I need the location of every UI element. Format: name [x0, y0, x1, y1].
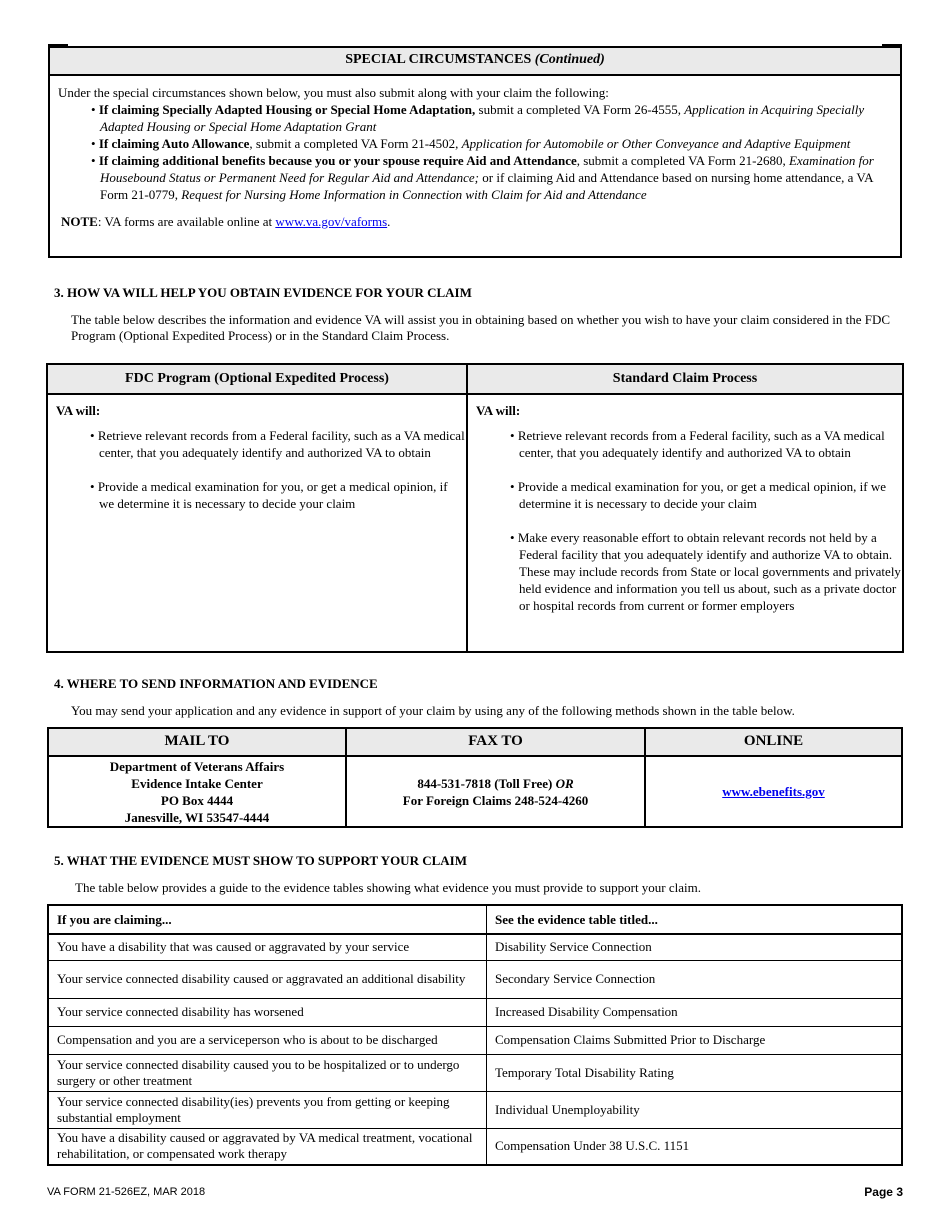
section4-description: You may send your application and any evidence in support of your claim by using any of the following methods shown in the table below.: [71, 703, 795, 718]
mail-to-header: MAIL TO: [49, 729, 345, 757]
special-bullet-auto: • If claiming Auto Allowance, submit a completed VA Form 21-4502, Application for Automobile or Other Conveyance and Adaptive Equipment: [91, 136, 851, 151]
table-row: [48, 934, 902, 960]
standard-column: [468, 365, 902, 651]
special-circumstances-box: [48, 46, 902, 258]
page-number: Page 3: [864, 1185, 903, 1199]
claim-col-header: If you are claiming...: [48, 905, 487, 934]
fax-numbers: 844-531-7818 (Toll Free) OR For Foreign Claims 248-524-4260: [402, 775, 589, 808]
section3-title: 3. HOW VA WILL HELP YOU OBTAIN EVIDENCE FOR YOUR CLAIM: [54, 285, 472, 300]
claim-cell: Your service connected disability caused or aggravated an additional disability: [48, 960, 487, 998]
standard-header: Standard Claim Process: [468, 365, 902, 395]
special-intro: Under the special circumstances shown below, you must also submit along with your claim the following:: [58, 85, 609, 100]
special-bullet-aid-attendance: • If claiming additional benefits because you or your spouse require Aid and Attendance, submit a completed VA Form 21-2680, Examination for Housebound Status or Permanent Need for Regular Aid and Attendance; or if claiming Aid and Attendance based on nursing home attendance, a VA Form 21-0779, Request for Nursing Home Information in Connection with Claim for Aid and Attendance: [91, 153, 874, 202]
claim-cell: You have a disability caused or aggravated by VA medical treatment, vocational rehabilitation, or compensated work therapy: [48, 1128, 487, 1165]
va-forms-link[interactable]: www.va.gov/vaforms: [275, 214, 388, 229]
fax-to-header: FAX TO: [347, 729, 644, 757]
standard-item: • Retrieve relevant records from a Federal facility, such as a VA medical center, that you adequately identify and authorized VA to obtain: [510, 428, 885, 460]
online-header: ONLINE: [646, 729, 901, 757]
evidence-table-cell: Disability Service Connection: [487, 934, 903, 960]
evidence-table-cell: Increased Disability Compensation: [487, 998, 903, 1026]
standard-item: • Make every reasonable effort to obtain relevant records not held by a Federal facility that you adequately identify and authorize VA to obtain. These may include records from State or local governments and privately held evidence and information you tell us about, such as a private doctor or hospital records from current or former employers: [510, 530, 901, 613]
table-row: [48, 960, 902, 998]
form-identifier: VA FORM 21-526EZ, MAR 2018: [47, 1186, 206, 1198]
section5-title: 5. WHAT THE EVIDENCE MUST SHOW TO SUPPORT YOUR CLAIM: [54, 853, 467, 868]
special-circumstances-body: [50, 76, 900, 230]
fdc-item: • Provide a medical examination for you, or get a medical opinion, if we determine it is necessary to decide your claim: [90, 479, 448, 511]
evidence-help-table: [46, 363, 904, 653]
special-bullet-housing: • If claiming Specially Adapted Housing or Special Home Adaptation, submit a completed VA Form 26-4555, Application in Acquiring Specially Adapted Housing or Special Home Adaptation Grant: [91, 102, 865, 134]
evidence-table-cell: Compensation Under 38 U.S.C. 1151: [487, 1128, 903, 1165]
online-cell: [646, 729, 901, 826]
fdc-item: • Retrieve relevant records from a Federal facility, such as a VA medical center, that you adequately identify and authorized VA to obtain: [90, 428, 465, 460]
table-row: [48, 1026, 902, 1054]
ebenefits-link[interactable]: www.ebenefits.gov: [722, 784, 825, 799]
claim-guide-table: [47, 904, 903, 1166]
claim-cell: Your service connected disability(ies) prevents you from getting or keeping substantial employment: [48, 1091, 487, 1128]
table-header-row: [48, 905, 902, 934]
fax-to-cell: [347, 729, 646, 826]
table-row: [48, 998, 902, 1026]
section3-description: The table below describes the information and evidence VA will assist you in obtaining based on whether you wish to have your claim considered in the FDC Program (Optional Expedited Process) or in the Standard Claim Process.: [71, 312, 891, 343]
evidence-table-cell: Secondary Service Connection: [487, 960, 903, 998]
evidence-table-cell: Compensation Claims Submitted Prior to Discharge: [487, 1026, 903, 1054]
special-circumstances-title: SPECIAL CIRCUMSTANCES (Continued): [50, 48, 900, 76]
table-row: [48, 1128, 902, 1165]
standard-va-will: VA will:: [476, 403, 521, 418]
section4-title: 4. WHERE TO SEND INFORMATION AND EVIDENCE: [54, 676, 378, 691]
evidence-table-cell: Individual Unemployability: [487, 1091, 903, 1128]
standard-item: • Provide a medical examination for you, or get a medical opinion, if we determine it is necessary to decide your claim: [510, 479, 887, 511]
standard-list: [468, 427, 902, 614]
table-row: [48, 1054, 902, 1091]
claim-cell: Your service connected disability has worsened: [48, 998, 487, 1026]
mail-to-cell: [49, 729, 347, 826]
table-row: [48, 1091, 902, 1128]
fdc-column: [48, 365, 468, 651]
claim-cell: Your service connected disability caused you to be hospitalized or to undergo surgery or other treatment: [48, 1054, 487, 1091]
fdc-va-will: VA will:: [56, 403, 101, 418]
fdc-header: FDC Program (Optional Expedited Process): [48, 365, 466, 395]
evidence-col-header: See the evidence table titled...: [487, 905, 903, 934]
fdc-list: [48, 427, 466, 512]
evidence-table-cell: Temporary Total Disability Rating: [487, 1054, 903, 1091]
section5-description: The table below provides a guide to the evidence tables showing what evidence you must provide to support your claim.: [75, 880, 702, 895]
claim-cell: You have a disability that was caused or aggravated by your service: [48, 934, 487, 960]
claim-cell: Compensation and you are a serviceperson who is about to be discharged: [48, 1026, 487, 1054]
special-note: NOTE: VA forms are available online at www.va.gov/vaforms.: [61, 214, 391, 229]
mail-address: Department of Veterans Affairs Evidence Intake Center PO Box 4444 Janesville, WI 53547-4444: [109, 758, 285, 825]
send-methods-table: [47, 727, 903, 828]
